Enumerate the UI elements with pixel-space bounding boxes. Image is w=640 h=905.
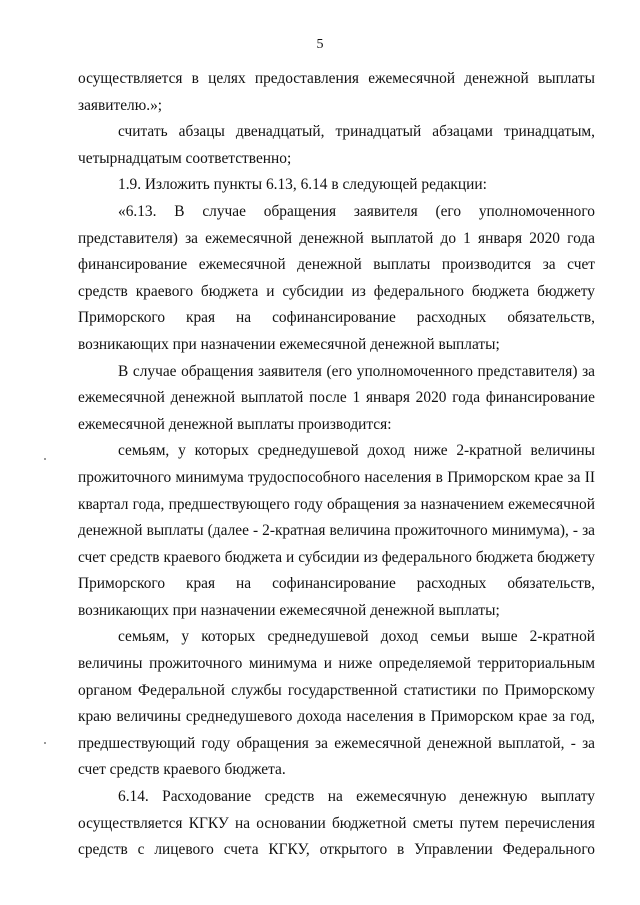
page-number: 5 (316, 37, 324, 52)
paragraph-families-above: семьям, у которых среднедушевой доход семьи выше 2-кратной величины прожиточного минимума и ниже определяемой территориальным органом Федеральной службы государственной статистики по Приморскому краю величины среднедушевого дохода населения в Приморском крае за год, предшествующий году обращения за ежемесячной денежной выплатой, - за счет средств краевого бюджета. (78, 628, 595, 779)
paragraph-families-below: семьям, у которых среднедушевой доход ниже 2-кратной величины прожиточного минимума трудоспособного населения в Приморском крае за II квартал года, предшествующего году обращения за назначением ежемесячной денежной выплаты (далее - 2-кратная величина прожиточного минимума), - за счет средств краевого бюджета и субсидии из федерального бюджета бюджету Приморского края на софинансирование расходных обязательств, возникающих при назначении ежемесячной денежной выплаты; (78, 442, 595, 619)
paragraph-6-14: 6.14. Расходование средств на ежемесячную денежную выплату осуществляется КГКУ на основании бюджетной сметы путем перечисления средств с лицевого счета КГКУ, открытого в Управлении Федерального (78, 788, 595, 859)
document-body (78, 66, 595, 864)
paragraph-renumber-clauses: считать абзацы двенадцатый, тринадцатый абзацами тринадцатым, четырнадцатым соответственно; (78, 123, 595, 167)
paragraph-continuation: осуществляется в целях предоставления ежемесячной денежной выплаты заявителю.»; (78, 70, 595, 114)
paragraph-after-2020: В случае обращения заявителя (его уполномоченного представителя) за ежемесячной денежной выплатой после 1 января 2020 года финансирование ежемесячной денежной выплаты производится: (78, 362, 595, 433)
scan-margin-mark (44, 458, 46, 460)
scan-margin-mark (44, 742, 46, 744)
paragraph-6-13: «6.13. В случае обращения заявителя (его уполномоченного представителя) за ежемесячной денежной выплатой до 1 января 2020 года финансирование ежемесячной денежной выплаты производится за счет средств краевого бюджета и субсидии из федерального бюджета бюджету Приморского края на софинансирование расходных обязательств, возникающих при назначении ежемесячной денежной выплаты; (78, 202, 595, 353)
paragraph-item-1-9: 1.9. Изложить пункты 6.13, 6.14 в следующей редакции: (118, 176, 487, 194)
